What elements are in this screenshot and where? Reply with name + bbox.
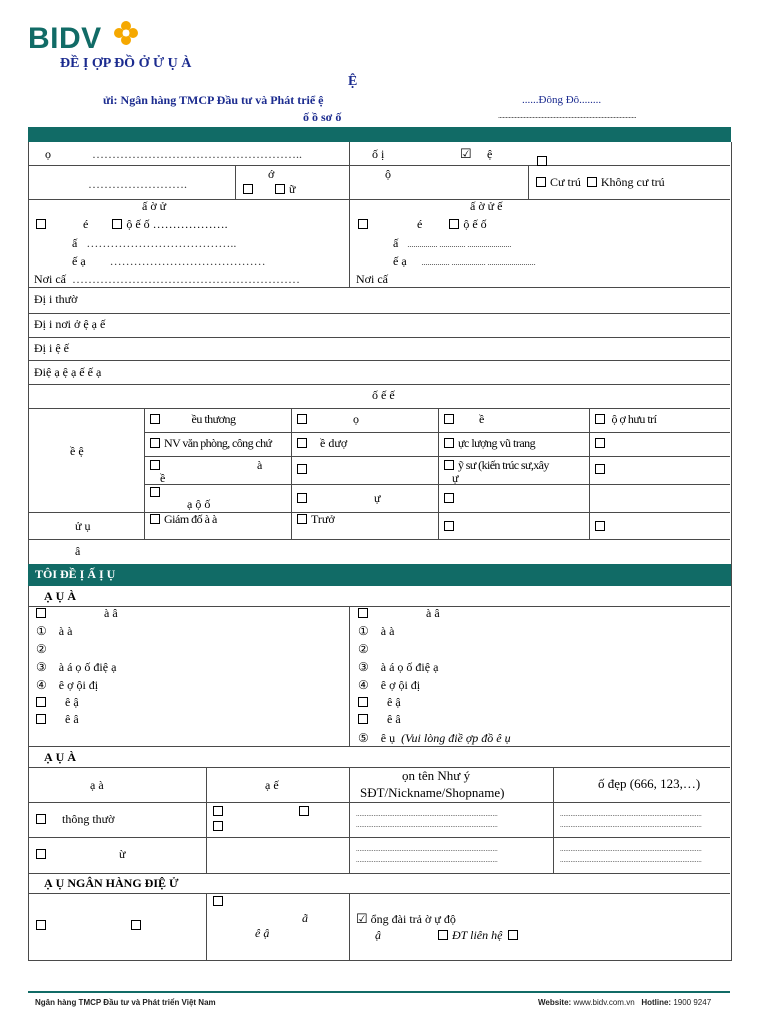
- card-col-name-1: ọn tên Như ý: [402, 768, 471, 783]
- ebank-right-line2: ậ ĐT liên hệ: [375, 928, 522, 943]
- card-number-field-2b[interactable]: .................................................................................: [560, 856, 702, 864]
- account-service-head: Ạ Ụ À: [44, 589, 76, 603]
- occ-r4-c1[interactable]: [150, 485, 164, 500]
- gender-male-checkbox[interactable]: [243, 184, 253, 194]
- footer-company: Ngân hàng TMCP Đầu tư và Phát triển Việt Nam: [35, 998, 216, 1007]
- card-name-field-1a[interactable]: .................................................................................: [356, 810, 498, 818]
- account-right-item-7: ⑤ ê ụ (Vui lòng điề ợp đồ ê ụ: [358, 731, 511, 745]
- residency-options: Cư trú Không cư trú: [536, 175, 665, 190]
- resident-checkbox[interactable]: [536, 177, 546, 187]
- occ-r4-c2[interactable]: ự: [297, 491, 381, 506]
- id-type-label: ố ị: [372, 147, 385, 161]
- id-right-place: Nơi cấ: [356, 272, 388, 286]
- ebank-mid-opt[interactable]: [213, 894, 227, 909]
- account-left-item-3: ③ à á ọ ố điệ ạ: [36, 660, 117, 674]
- card-number-field-2a[interactable]: .................................................................................: [560, 845, 702, 853]
- section-bar-services: [28, 564, 731, 586]
- id-right-opt1-checkbox[interactable]: [358, 219, 368, 229]
- logo-flower-icon: [113, 20, 139, 46]
- ebank-mid-label-2: ê ậ: [255, 926, 270, 940]
- file-number-field[interactable]: ............................................................................................: [498, 111, 636, 120]
- id-doc-right-options: é ộ ế ố: [358, 217, 487, 232]
- current-address-label: Đị i nơi ở ệ ạ ế: [34, 317, 106, 331]
- account-right-item-4: ④ ê ợ ội đị: [358, 678, 421, 692]
- gender-options: ữ: [243, 182, 296, 197]
- occ-r2-c4[interactable]: [595, 436, 609, 451]
- occ-r3-c2[interactable]: [297, 462, 311, 477]
- account-left-item-2: ②: [36, 642, 47, 656]
- permanent-address-label: Đị i thườ: [34, 292, 78, 306]
- ebank-mid-label-1: ã: [302, 911, 308, 925]
- logo-text: BIDV: [28, 22, 102, 55]
- nonresident-checkbox[interactable]: [587, 177, 597, 187]
- ebank-service-head: Ạ Ụ NGÂN HÀNG ĐIỆ Ử: [44, 876, 179, 890]
- id-left-expiry: ế ạ …………………………………: [72, 254, 266, 268]
- account-right-option[interactable]: à â: [358, 606, 440, 621]
- fullname-label: ọ: [45, 147, 51, 161]
- id-doc-left-head: ấ ờ ử: [142, 199, 167, 213]
- nationality-label: ộ: [385, 167, 391, 181]
- account-left-item-6[interactable]: ê â: [36, 712, 79, 727]
- id-type-option: ệ: [487, 147, 493, 161]
- card-col-type: ạ à: [90, 778, 104, 792]
- occ-r1-c3[interactable]: ề: [444, 412, 484, 427]
- occ-r3-c1[interactable]: à: [150, 458, 262, 473]
- position-label: ử ụ: [75, 519, 91, 533]
- gender-label: ớ: [268, 167, 275, 181]
- id-doc-right-head: ấ ờ ử ế: [470, 199, 503, 213]
- income-label: â: [75, 544, 81, 558]
- account-right-item-6[interactable]: ê â: [358, 712, 401, 727]
- occ-r1-c4[interactable]: ộ ợ hưu trí: [595, 412, 657, 427]
- to-bank-line: ửi: Ngân hàng TMCP Đầu tư và Phát triể ệ: [103, 93, 324, 107]
- ebank-checked-icon[interactable]: ☑: [356, 911, 368, 926]
- card-row-credit[interactable]: ừ: [36, 847, 126, 862]
- card-service-head: Ạ Ụ À: [44, 750, 76, 764]
- services-section-title: TÔI ĐỀ Ị Ấ Ị Ụ: [35, 567, 116, 581]
- pos-opt-4[interactable]: [595, 519, 609, 534]
- id-right-issue-date: ấ ............... ............. ......................: [393, 236, 512, 250]
- card-number-field-1b[interactable]: .................................................................................: [560, 821, 702, 829]
- occ-r4-c3[interactable]: [444, 491, 458, 506]
- account-left-item-5[interactable]: ê ậ: [36, 695, 79, 710]
- card-row-regular-opt3[interactable]: [213, 819, 227, 834]
- footer-contact: Website: www.bidv.com.vn Hotline: 1900 9247: [538, 998, 712, 1007]
- footer-website-link[interactable]: www.bidv.com.vn: [573, 998, 635, 1007]
- occ-r3-c1-sub: ề: [160, 471, 166, 485]
- account-right-item-3: ③ à á ọ ố điệ ạ: [358, 660, 439, 674]
- id-doc-left-options: é ộ ế ố ……………….: [36, 217, 228, 232]
- footer-hotline: 1900 9247: [673, 998, 712, 1007]
- pos-opt-3[interactable]: [444, 519, 458, 534]
- card-name-field-2b[interactable]: .................................................................................: [356, 856, 498, 864]
- occ-r1-c1[interactable]: ều thương: [150, 412, 236, 427]
- fullname-field[interactable]: ……………………………………………..: [92, 147, 302, 161]
- occ-r1-c2[interactable]: ọ: [297, 412, 359, 427]
- occ-r2-c2[interactable]: ề dượ: [297, 436, 347, 451]
- occ-r3-c3[interactable]: ỹ sư (kiến trúc sư,xây: [444, 458, 549, 473]
- occ-r3-c4[interactable]: [595, 462, 609, 477]
- card-number-field-1a[interactable]: .................................................................................: [560, 810, 702, 818]
- id-right-opt2-checkbox[interactable]: [449, 219, 459, 229]
- occupation-label: ề ệ: [70, 444, 84, 458]
- card-col-name-2: SĐT/Nickname/Shopname): [360, 785, 505, 800]
- ebank-opt-2[interactable]: [131, 918, 145, 933]
- id-left-opt1-checkbox[interactable]: [36, 219, 46, 229]
- occ-r2-c1[interactable]: NV văn phòng, công chứ: [150, 436, 271, 451]
- form-title-line1: ĐỀ Ị ỢP ĐỒ Ở Ử Ụ À: [60, 56, 192, 71]
- file-number-label: ố ồ sơ ố: [303, 110, 342, 124]
- id-right-expiry: ế ạ .............. ................. ........................: [393, 254, 536, 268]
- phone-label: Điệ ạ ệ ạ ế ế ạ: [34, 365, 102, 379]
- form-title-line2: Ệ: [348, 74, 358, 89]
- card-row-regular[interactable]: thông thườ: [36, 812, 115, 827]
- card-row-regular-opt1[interactable]: [213, 804, 227, 819]
- card-row-regular-opt2[interactable]: [299, 804, 313, 819]
- pos-opt-1[interactable]: Giám đố à à: [150, 512, 217, 527]
- card-col-number: ố đẹp (666, 123,…): [598, 776, 701, 791]
- occ-r2-c3[interactable]: ực lượng vũ trang: [444, 436, 535, 451]
- card-name-field-1b[interactable]: .................................................................................: [356, 821, 498, 829]
- card-col-kind: ạ ế: [265, 778, 279, 792]
- ebank-right-line1: ☑ ổng đài trả ờ ự độ: [356, 911, 456, 926]
- work-address-label: Đị i ệ ế: [34, 341, 69, 355]
- account-right-item-2: ②: [358, 642, 369, 656]
- account-right-item-5[interactable]: ê ậ: [358, 695, 401, 710]
- gender-female-checkbox[interactable]: [275, 184, 285, 194]
- id-type-checkbox-checked[interactable]: ☑: [460, 146, 472, 161]
- account-right-item-1: ① à à: [358, 624, 395, 638]
- id-left-opt2-checkbox[interactable]: [112, 219, 122, 229]
- ebank-opt-1[interactable]: [36, 918, 50, 933]
- id-type-checkbox-2[interactable]: [537, 156, 547, 166]
- occ-r4-c1-sub: ạ ộ ố: [187, 497, 211, 511]
- id-left-place: Nơi cấ …………………………………………………: [34, 272, 300, 286]
- id-left-issue-date: ấ ………………………………..: [72, 236, 237, 250]
- info-section-head: ố ế ế: [372, 388, 395, 402]
- account-left-item-4: ④ ê ợ ội đị: [36, 678, 99, 692]
- footer-rule: [28, 991, 730, 993]
- ebank-sms-checkbox[interactable]: [438, 930, 448, 940]
- account-left-option[interactable]: à â: [36, 606, 118, 621]
- pos-opt-2[interactable]: Trưở: [297, 512, 335, 527]
- account-left-item-1: ① à à: [36, 624, 73, 638]
- occ-r3-c3-sub: ự: [452, 471, 459, 485]
- dob-field[interactable]: …………………….: [88, 177, 187, 191]
- bidv-logo: [28, 22, 102, 56]
- branch-name: ......Đông Đô........: [522, 94, 602, 106]
- card-name-field-2a[interactable]: .................................................................................: [356, 845, 498, 853]
- section-bar-personal: [28, 127, 731, 142]
- ebank-phone-checkbox[interactable]: [508, 930, 518, 940]
